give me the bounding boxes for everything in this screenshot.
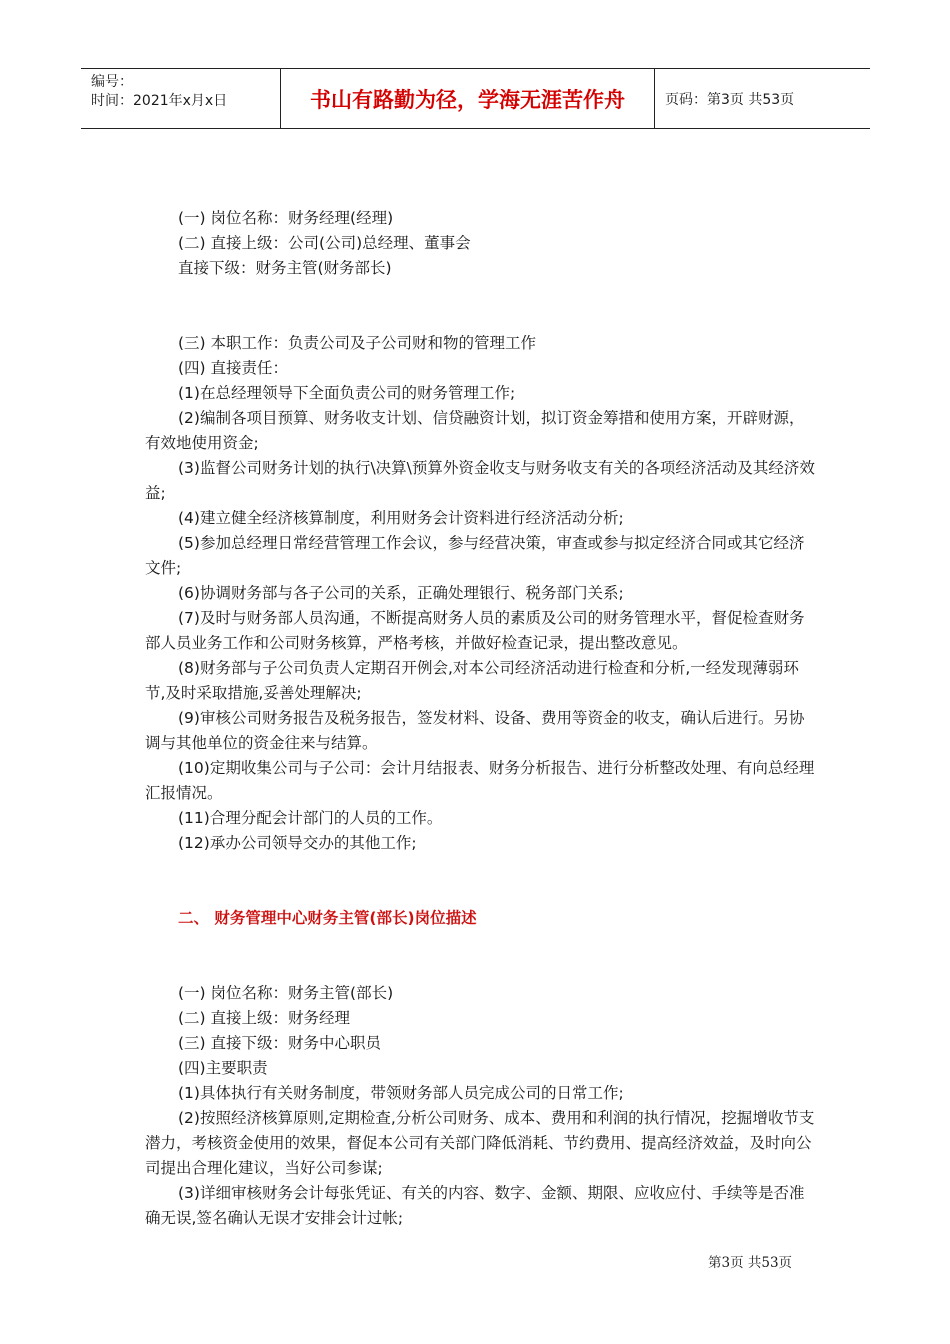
paragraph: (2)按照经济核算原则,定期检查,分析公司财务、成本、费用和利润的执行情况，挖掘增收节支潜力，考核资金使用的效果，督促本公司有关部门降低消耗、节约费用、提高经济效益，及时向公司提出合理化建议，当好公司参谋;: [145, 1109, 815, 1177]
paragraph: (三) 本职工作：负责公司及子公司财和物的管理工作: [178, 334, 537, 352]
paragraph: (四) 直接责任：: [178, 359, 289, 377]
paragraph: (二) 直接上级：财务经理: [178, 1009, 351, 1027]
paragraph: (1)在总经理领导下全面负责公司的财务管理工作;: [178, 384, 516, 402]
paragraph: (1)具体执行有关财务制度，带领财务部人员完成公司的日常工作;: [178, 1084, 624, 1102]
number-label: 编号：: [91, 74, 133, 90]
paragraph: (三) 直接下级：财务中心职员: [178, 1034, 382, 1052]
section-heading: 二、 财务管理中心财务主管(部长)岗位描述: [178, 909, 477, 927]
paragraph: (12)承办公司领导交办的其他工作;: [178, 834, 417, 852]
paragraph: (11)合理分配会计部门的人员的工作。: [178, 809, 443, 827]
block-post-supervisor: [145, 981, 815, 1231]
paragraph: (5)参加总经理日常经营管理工作会议，参与经营决策，审查或参与拟定经济合同或其它经济文件;: [145, 534, 805, 577]
paragraph: (9)审核公司财务报告及税务报告，签发材料、设备、费用等资金的收支，确认后进行。另协调与其他单位的资金往来与结算。: [145, 709, 805, 752]
motto: 书山有路勤为径，学海无涯苦作舟: [281, 69, 655, 128]
paragraph: (一) 岗位名称：财务主管(部长): [178, 984, 394, 1002]
paragraph: (10)定期收集公司与子公司：会计月结报表、财务分析报告、进行分析整改处理、有向总经理汇报情况。: [145, 759, 815, 802]
header-meta: [81, 69, 281, 128]
paragraph: (二) 直接上级：公司(公司)总经理、董事会: [178, 234, 471, 252]
paragraph: 直接下级：财务主管(财务部长): [178, 259, 392, 277]
paragraph: (3)详细审核财务会计每张凭证、有关的内容、数字、金额、期限、应收应付、手续等是否准确无误,签名确认无误才安排会计过帐;: [145, 1184, 805, 1227]
time-label: 时间：2021年x月x日: [91, 93, 228, 109]
block-duties-manager: [145, 331, 815, 856]
document-body: [145, 206, 815, 1231]
paragraph: (6)协调财务部与各子公司的关系，正确处理银行、税务部门关系;: [178, 584, 624, 602]
block-post-manager: [145, 206, 815, 281]
paragraph: (四)主要职责: [178, 1059, 268, 1077]
paragraph: (一) 岗位名称：财务经理(经理): [178, 209, 394, 227]
paragraph: (8)财务部与子公司负责人定期召开例会,对本公司经济活动进行检查和分析,一经发现薄弱环节,及时采取措施,妥善处理解决;: [145, 659, 799, 702]
page-footer: 第3页 共53页: [708, 1255, 793, 1271]
paragraph: (3)监督公司财务计划的执行\决算\预算外资金收支与财务收支有关的各项经济活动及其经济效益;: [145, 459, 815, 502]
paragraph: (4)建立健全经济核算制度，利用财务会计资料进行经济活动分析;: [178, 509, 624, 527]
paragraph: (7)及时与财务部人员沟通，不断提高财务人员的素质及公司的财务管理水平，督促检查财务部人员业务工作和公司财务核算，严格考核，并做好检查记录，提出整改意见。: [145, 609, 805, 652]
paragraph: (2)编制各项目预算、财务收支计划、信贷融资计划，拟订资金筹措和使用方案，开辟财源，有效地使用资金;: [145, 409, 805, 452]
page-info: 页码：第3页 共53页: [665, 91, 795, 108]
page-header: [81, 68, 870, 129]
